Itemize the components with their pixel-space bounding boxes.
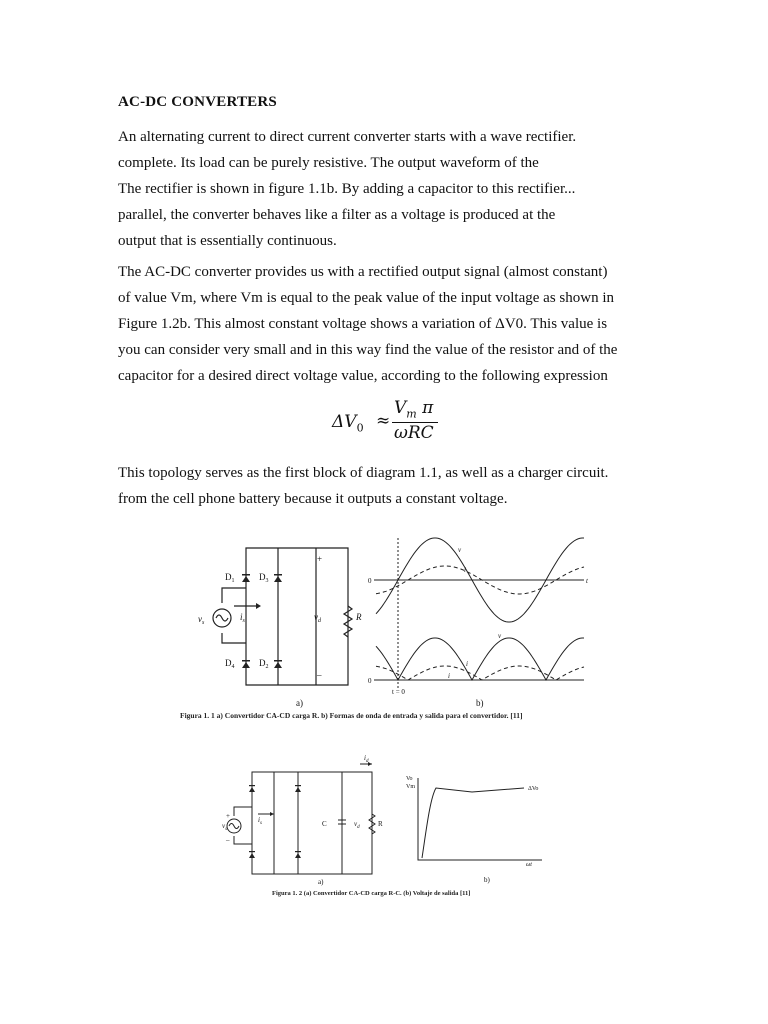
paragraph-line: complete. Its load can be purely resistive. The output waveform of the bbox=[118, 155, 539, 171]
figure-2-caption: Figura 1. 2 (a) Convertidor CA-CD carga R-C. (b) Voltaje de salida [11] bbox=[272, 890, 471, 897]
paragraph-line: of value Vm, where Vm is equal to the peak value of the input voltage as shown in bbox=[118, 290, 614, 306]
label-vs: $v_s$ bbox=[198, 614, 205, 626]
label-t0: t = 0 bbox=[392, 688, 405, 696]
fig2-label-wt: ωt bbox=[526, 862, 532, 868]
fig2-label-vo: Vo bbox=[406, 776, 413, 782]
label-is-wave: i bbox=[464, 566, 466, 574]
fig2-panel-b-label: b) bbox=[484, 876, 490, 884]
paragraph-3 bbox=[118, 460, 638, 512]
paragraph-line: An alternating current to direct current converter starts with a wave rectifier. bbox=[118, 129, 577, 145]
paragraph-line: Figure 1.2b. This almost constant voltage shows a variation of ΔV0. This value is bbox=[118, 316, 608, 332]
fig2-label-minus: – bbox=[226, 836, 230, 844]
label-is: $i_s$ bbox=[240, 612, 245, 624]
paragraph-line: output that is essentially continuous. bbox=[118, 233, 337, 249]
figure-2 bbox=[222, 752, 552, 902]
output-voltage-curve bbox=[376, 638, 584, 680]
fig2-label-vs: $v_s$ bbox=[222, 822, 228, 832]
paragraph-line: The AC-DC converter provides us with a rectified output signal (almost constant) bbox=[118, 264, 608, 280]
paragraph-line: from the cell phone battery because it outputs a constant voltage. bbox=[118, 491, 508, 507]
paragraph-line: you can consider very small and in this way find the value of the resistor and of the bbox=[118, 342, 618, 358]
label-d1: $D_1$ bbox=[225, 572, 235, 584]
label-id-wave-2: i bbox=[448, 672, 450, 680]
document-title: AC-DC CONVERTERS bbox=[118, 94, 277, 110]
paragraph-line: This topology serves as the first block of diagram 1.1, as well as a charger circuit. bbox=[118, 465, 609, 481]
label-plus: + bbox=[317, 554, 323, 564]
label-id-wave: i bbox=[466, 660, 468, 668]
figure-1-caption: Figura 1. 1 a) Convertidor CA-CD carga R. b) Formas de onda de entrada y salida para el convertidor. [11] bbox=[180, 711, 523, 720]
fig2-label-id: $i_d$ bbox=[364, 754, 369, 764]
fig2-label-r: R bbox=[378, 820, 383, 828]
panel-b-label: b) bbox=[476, 698, 484, 708]
panel-a-label: a) bbox=[296, 698, 303, 708]
label-t-axis: t bbox=[586, 577, 588, 585]
label-zero-top: 0 bbox=[368, 577, 372, 585]
paragraph-line: capacitor for a desired direct voltage value, according to the following expression bbox=[118, 368, 608, 384]
paragraph-1 bbox=[118, 124, 638, 254]
fig2-label-vd: $v_d$ bbox=[354, 820, 360, 830]
label-r: R bbox=[356, 612, 362, 622]
paragraph-line: parallel, the converter behaves like a filter as a voltage is produced at the bbox=[118, 207, 556, 223]
fig2-label-is: $i_s$ bbox=[258, 816, 262, 826]
formula-lhs: $\Delta V_0$ bbox=[332, 412, 364, 435]
fig2-label-delta: ΔVo bbox=[528, 786, 539, 792]
figure-2-drawing bbox=[222, 752, 552, 902]
formula-denominator: ωRC bbox=[394, 423, 434, 443]
paragraph-2 bbox=[118, 259, 638, 389]
fig2-label-vm: Vm bbox=[406, 784, 415, 790]
waveform-group bbox=[376, 538, 584, 680]
figure-1 bbox=[168, 528, 600, 728]
fig2-label-plus: + bbox=[226, 812, 230, 820]
figure-1-drawing bbox=[168, 528, 600, 728]
fig2-panel-a-label: a) bbox=[318, 878, 324, 886]
label-vd-wave: v bbox=[498, 632, 502, 640]
paragraph-line: The rectifier is shown in figure 1.1b. By adding a capacitor to this rectifier... bbox=[118, 181, 576, 197]
label-vd: $v_d$ bbox=[314, 612, 321, 624]
label-minus: – bbox=[317, 670, 322, 680]
label-d4: $D_4$ bbox=[225, 658, 235, 670]
label-vs-wave: v bbox=[458, 546, 462, 554]
formula-numerator: $V_m$ π bbox=[394, 398, 434, 421]
fig2-label-c: C bbox=[322, 820, 327, 828]
formula-approx: ≈ bbox=[376, 411, 391, 431]
ripple-formula bbox=[332, 398, 442, 446]
label-zero-bottom: 0 bbox=[368, 677, 372, 685]
label-d2: $D_2$ bbox=[259, 658, 269, 670]
label-d3: $D_3$ bbox=[259, 572, 269, 584]
